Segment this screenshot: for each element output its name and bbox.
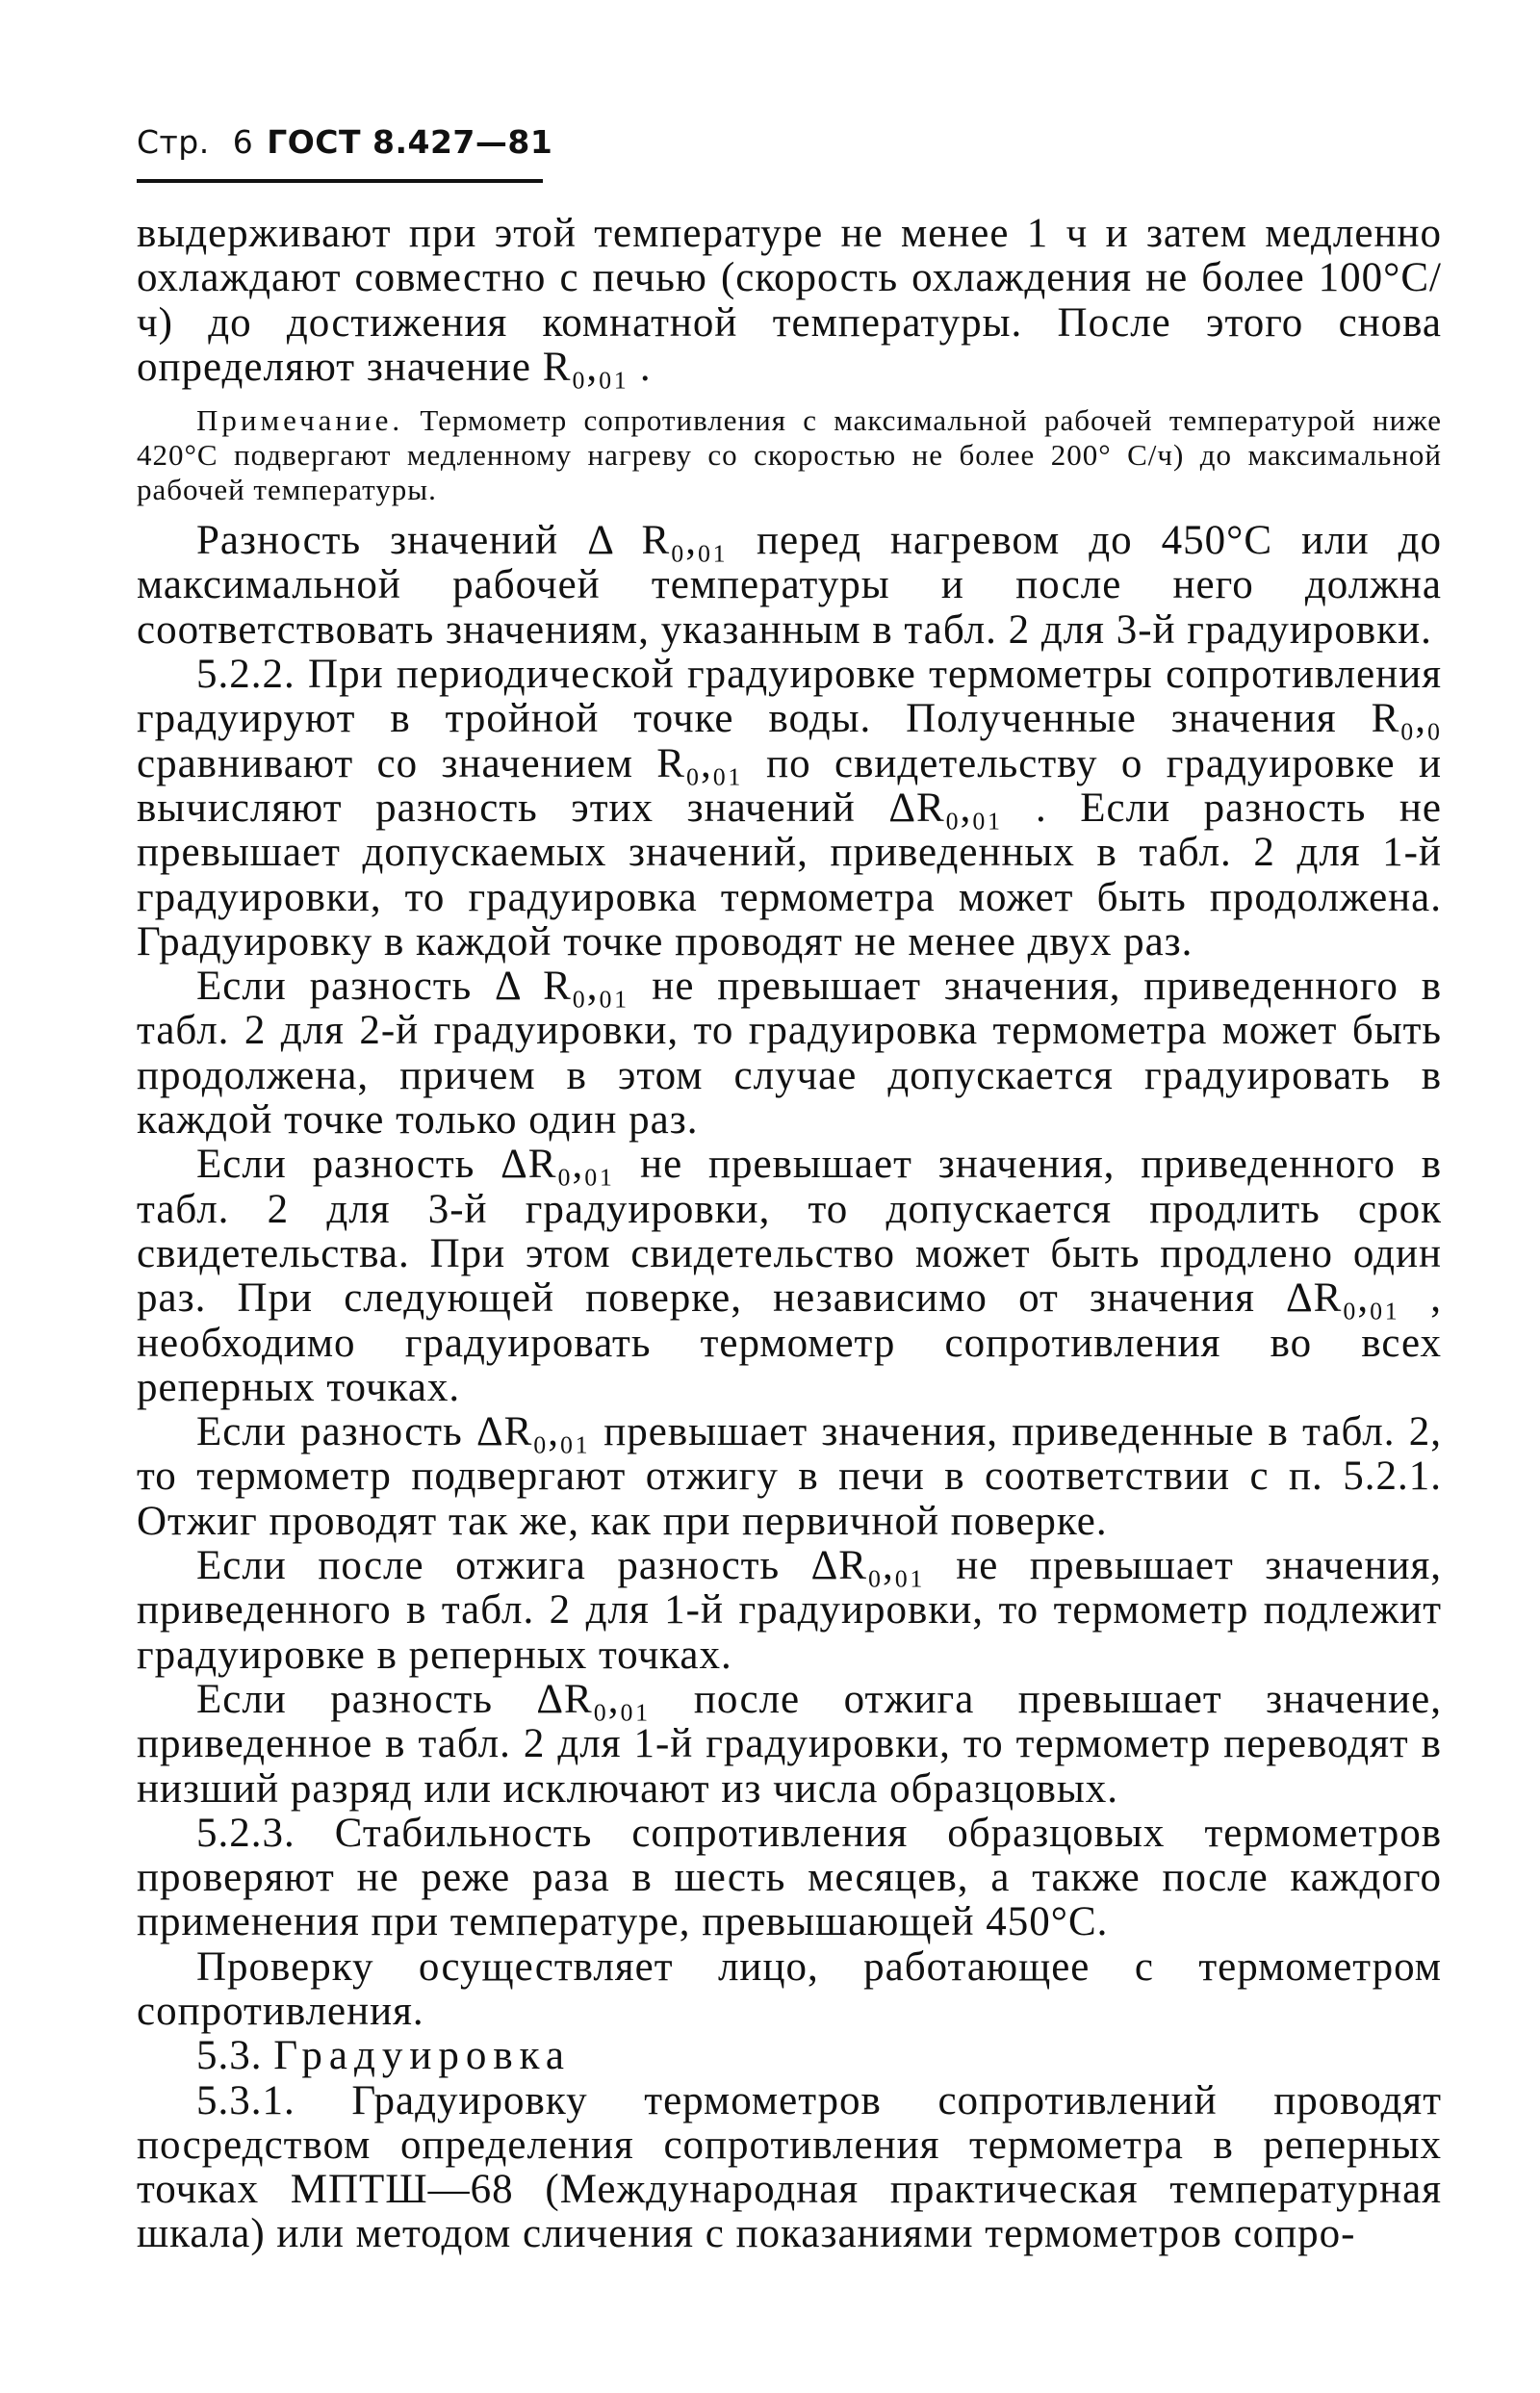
paragraph: выдерживают при этой температуре не менее 1 ч и затем медленно охлаждают совместно с печью (скорость охлаждения не более 100°С/ч) до достижения комнатной температуры. После этого снова определяют значение R₀,₀₁ .: [137, 211, 1442, 390]
body-text: [137, 212, 1442, 2257]
note: [137, 403, 1442, 507]
header-rule: [137, 179, 543, 183]
standard-number: ГОСТ 8.427—81: [267, 123, 553, 161]
note-text: Термометр сопротивления с максимальной рабочей температурой ниже 420°С подвергают медленному нагреву со скоростью не более 200° С/ч) до максимальной рабочей температуры.: [137, 403, 1443, 507]
page-label: Стр.: [137, 123, 210, 161]
section-title: Градуировка: [273, 2033, 572, 2079]
page-number: 6: [232, 123, 254, 161]
paragraph: 5.3.1. Градуировку термометров сопротивлений проводят посредством определения сопротивления термометра в реперных точках МПТШ—68 (Международная практическая температурная шкала) или методом сличения с показаниями термометров сопро-: [137, 2077, 1442, 2257]
page-header: [137, 123, 552, 161]
note-label: Примечание.: [196, 403, 404, 438]
paragraph: Если разность ΔR₀,₀₁ после отжига превышает значение, приведенное в табл. 2 для 1-й градуировки, то термометр переводят в низший разряд или исключают из числа образцовых.: [137, 1676, 1442, 1812]
paragraph: 5.2.3. Стабильность сопротивления образцовых термометров проверяют не реже раза в шесть месяцев, а также после каждого применения при температуре, превышающей 450°С.: [137, 1810, 1442, 1945]
paragraph: Разность значений Δ R₀,₀₁ перед нагревом до 450°С или до максимальной рабочей температуры и после него должна соответствовать значениям, указанным в табл. 2 для 3-й градуировки.: [137, 518, 1442, 653]
paragraph: 5.2.2. При периодической градуировке термометры сопротивления градуируют в тройной точке воды. Полученные значения R₀,₀ сравнивают со значением R₀,₀₁ по свидетельству о градуировке и вычисляют разность этих значений ΔR₀,₀₁ . Если разность не превышает допускаемых значений, приведенных в табл. 2 для 1-й градуировки, то градуировка термометра может быть продолжена. Градуировку в каждой точке проводят не менее двух раз.: [137, 652, 1442, 965]
paragraph: Если после отжига разность ΔR₀,₀₁ не превышает значения, приведенного в табл. 2 для 1-й градуировки, то термометр подлежит градуировке в реперных точках.: [137, 1543, 1442, 1678]
section-number: 5.3.: [196, 2033, 263, 2079]
paragraph: Если разность ΔR₀,₀₁ не превышает значения, приведенного в табл. 2 для 3-й градуировки, то допускается продлить срок свидетельства. При этом свидетельство может быть продлено один раз. При следующей поверке, независимо от значения ΔR₀,₀₁ , необходимо градуировать термометр сопротивления во всех реперных точках.: [137, 1142, 1442, 1410]
paragraph: Проверку осуществляет лицо, работающее с термометром сопротивления.: [137, 1943, 1442, 2034]
paragraph: Если разность Δ R₀,₀₁ не превышает значения, приведенного в табл. 2 для 2-й градуировки, то градуировка термометра может быть продолжена, причем в этом случае допускается градуировать в каждой точке только один раз.: [137, 964, 1442, 1144]
paragraph: Если разность ΔR₀,₀₁ превышает значения, приведенные в табл. 2, то термометр подвергают отжигу в печи в соответствии с п. 5.2.1. Отжиг проводят так же, как при первичной поверке.: [137, 1409, 1442, 1544]
section-heading: [137, 2034, 1442, 2078]
